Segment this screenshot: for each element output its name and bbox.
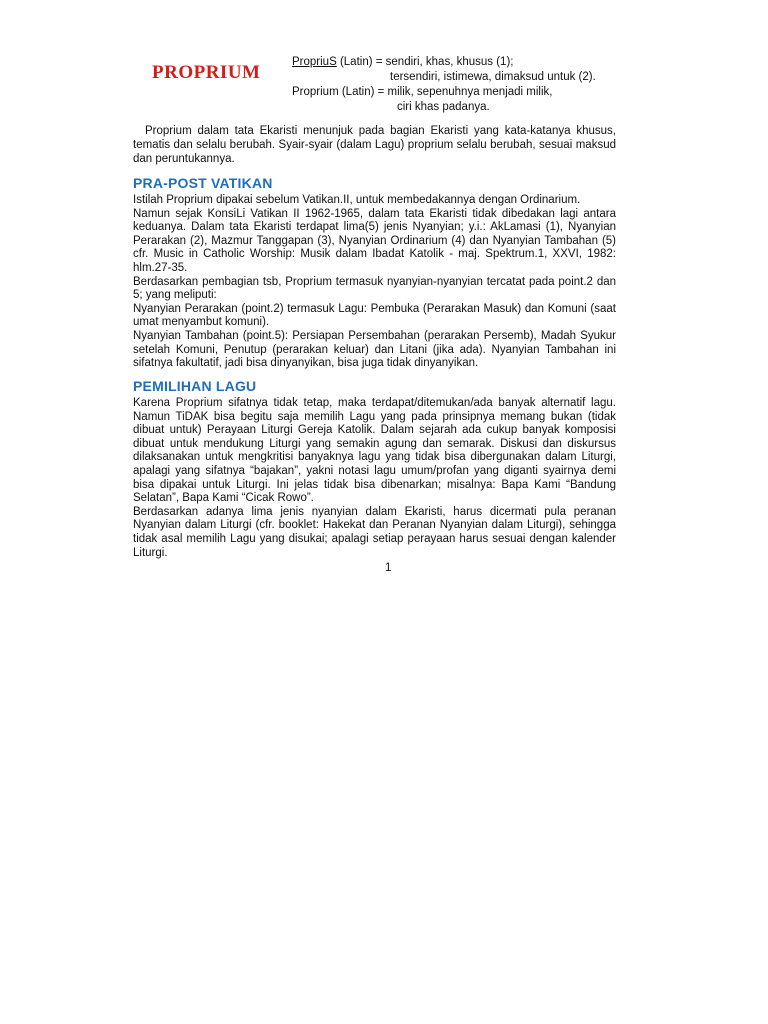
definition-line (292, 100, 596, 115)
paragraph: Namun sejak KonsiLi Vatikan II 1962-1965, dalam tata Ekaristi tidak dibedakan lagi antara keduanya. Dalam tata Ekaristi terdapat lima(5) jenis Nyanyian; y.i.: AkLamasi (1), Nyanyian Perarakan (2), Mazmur Tanggapan (3), Nyanyian Ordinarium (4) dan Nyanyian Tambahan (5) cfr. Music in Catholic Worship: Musik dalam Ibadat Katolik - maj. Spektrum.1, XXVI, 1982: hlm.27-35. (133, 207, 616, 274)
intro-block (133, 124, 616, 166)
paragraph: Istilah Proprium dipakai sebelum Vatikan.II, untuk membedakannya dengan Ordinarium. (133, 194, 581, 206)
definition-line (292, 55, 596, 70)
section-heading: PEMILIHAN LAGU (133, 378, 257, 394)
definition-text: tersendiri, istimewa, dimaksud untuk (2). (390, 71, 596, 83)
definition-text: ciri khas padanya. (397, 101, 490, 113)
section-heading: PRA-POST VATIKAN (133, 175, 273, 191)
paragraph: Berdasarkan pembagian tsb, Proprium termasuk nyanyian-nyanyian tercatat pada point.2 dan 5; yang meliputi: (133, 275, 616, 302)
definition-line (292, 85, 596, 100)
page-number: 1 (385, 562, 392, 574)
paragraph: Nyanyian Perarakan (point.2) termasuk Lagu: Pembuka (Perarakan Masuk) dan Komuni (saat umat menyambut komuni). (133, 302, 616, 329)
intro-paragraph: Proprium dalam tata Ekaristi menunjuk pada bagian Ekaristi yang kata-katanya khusus, tematis dan selalu berubah. Syair-syair (dalam Lagu) proprium selalu berubah, sesuai maksud dan peruntukannya. (133, 125, 616, 165)
section-pra-post-vatikan (133, 175, 616, 371)
paragraph: Berdasarkan adanya lima jenis nyanyian dalam Ekaristi, harus dicermati pula peranan Nyanyian dalam Liturgi (cfr. booklet: Hakekat dan Peranan Nyanyian dalam Liturgi), sehingga tidak asal memilih Lagu yang disukai; apalagi setiap perayaan harus sesuai dengan kalender Liturgi. (133, 505, 616, 559)
section-pemilihan-lagu (133, 378, 616, 560)
definitions-block (292, 55, 596, 115)
definition-text: Proprium (Latin) = milik, sepenuhnya menjadi milik, (292, 86, 553, 98)
page-title: PROPRIUM (152, 62, 261, 83)
paragraph: Nyanyian Tambahan (point.5): Persiapan Persembahan (perarakan Persemb), Madah Syukur setelah Komuni, Penutup (perarakan keluar) dan Litani (jika ada). Nyanyian Tambahan ini sifatnya fakultatif, jadi bisa dinyanyikan, bisa juga tidak dinyanyikan. (133, 329, 616, 370)
definition-line (292, 70, 596, 85)
definition-term: PropriuS (292, 56, 337, 68)
paragraph: Karena Proprium sifatnya tidak tetap, maka terdapat/ditemukan/ada banyak alternatif lagu. Namun TiDAK bisa begitu saja memilih Lagu yang pada prinsipnya memang bukan (tidak dibuat untuk) Perayaan Liturgi Gereja Katolik. Dalam sejarah ada cukup banyak komposisi dibuat untuk mendukung Liturgi yang semakin agung dan semarak. Diskusi dan diskursus dilaksanakan untuk mengkritisi banyaknya lagu yang tidak bisa dibergunakan dalam Liturgi, apalagi yang sifatnya “bajakan”, yakni notasi lagu umum/profan yang diganti syairnya demi bisa dipakai untuk Liturgi. Ini jelas tidak bisa dibenarkan; misalnya: Bapa Kami “Bandung Selatan”, Bapa Kami “Cicak Rowo”. (133, 397, 616, 505)
definition-text: (Latin) = sendiri, khas, khusus (1); (336, 56, 514, 68)
